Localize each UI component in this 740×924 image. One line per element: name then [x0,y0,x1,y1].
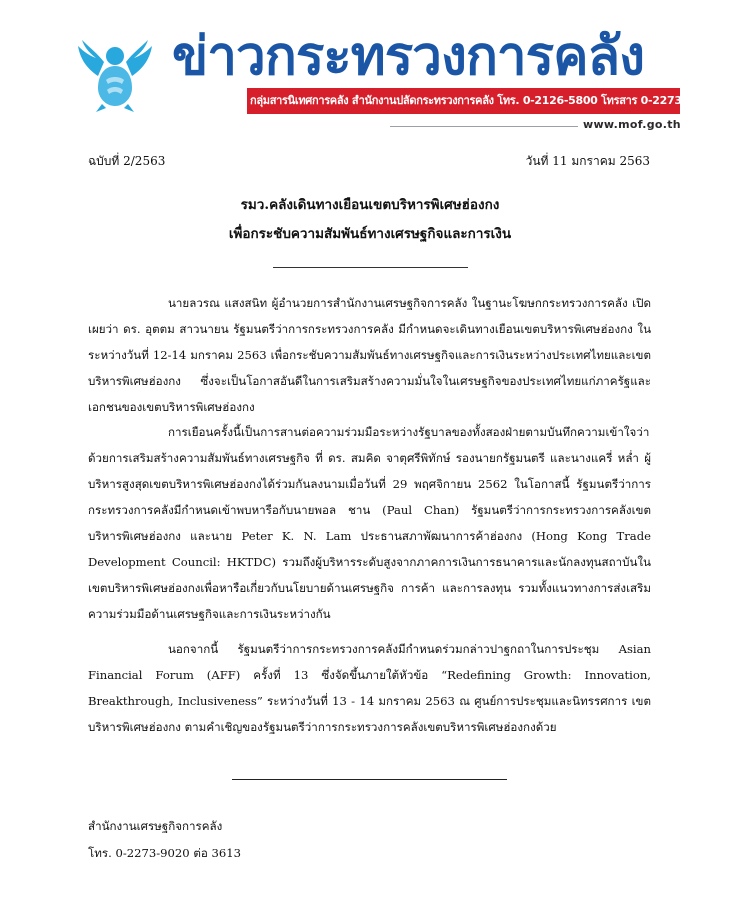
end-divider [232,779,507,780]
headline-divider [273,267,468,268]
contact-line: กลุ่มสารนิเทศการคลัง สำนักงานปลัดกระทรวงการคลัง โทร. 0-2126-5800 โทรสาร 0-2273-9763 [250,94,716,107]
garuda-emblem-icon [76,36,154,114]
url-divider [390,126,578,127]
body-paragraph-3: นอกจากนี้ รัฐมนตรีว่าการกระทรวงการคลังมีกำหนดร่วมกล่าวปาฐกถาในการประชุม Asian Financial Forum (AFF) ครั้งที่ 13 ซึ่งจัดขึ้นภายใต้หัวข้อ “Redefining Growth: Innovation, Breakthrough, Inclusiveness” ระหว่างวันที่ 13 - 14 มกราคม 2563 ณ ศูนย์การประชุมและนิทรรศการ เขตบริหารพิเศษฮ่องกง ตามคำเชิญของรัฐมนตรีว่าการกระทรวงการคลังเขตบริหารพิเศษฮ่องกงด้วย [88,642,651,734]
newsletter-title: ข่าวกระทรวงการคลัง [172,26,644,87]
footer-office: สำนักงานเศรษฐกิจการคลัง [88,819,223,833]
headline-line-1: รมว.คลังเดินทางเยือนเขตบริหารพิเศษฮ่องกง [240,197,500,213]
issue-date: วันที่ 11 มกราคม 2563 [525,154,650,168]
issue-number: ฉบับที่ 2/2563 [88,154,166,168]
body-paragraph-2: การเยือนครั้งนี้เป็นการสานต่อความร่วมมือระหว่างรัฐบาลของทั้งสองฝ่ายตามบันทึกความเข้าใจว่าด้วยการเสริมสร้างความสัมพันธ์ทางเศรษฐกิจ ที่ ดร. สมคิด จาตุศรีพิทักษ์ รองนายกรัฐมนตรี และนางแครี่ หล่ำ ผู้บริหารสูงสุดเขตบริหารพิเศษฮ่องกงได้ร่วมกันลงนามเมื่อวันที่ 29 พฤศจิกายน 2562 ในโอกาสนี้ รัฐมนตรีว่าการกระทรวงการคลังมีกำหนดเข้าพบหารือกับนายพอล ชาน (Paul Chan) รัฐมนตรีว่าการกระทรวงการคลังเขตบริหารพิเศษฮ่องกง และนาย Peter K. N. Lam ประธานสภาพัฒนาการค้าฮ่องกง (Hong Kong Trade Development Council: HKTDC) รวมถึงผู้บริหารระดับสูงจากภาคการเงินการธนาคารและนักลงทุนสถาบันในเขตบริหารพิเศษฮ่องกงเพื่อหารือเกี่ยวกับนโยบายด้านเศรษฐกิจ การค้า และการลงทุน รวมทั้งแนวทางการส่งเสริมความร่วมมือด้านเศรษฐกิจและการเงินระหว่างกัน [88,425,651,621]
website-link[interactable]: www.mof.go.th [583,118,681,131]
headline-line-2: เพื่อกระชับความสัมพันธ์ทางเศรษฐกิจและการเงิน [228,226,512,242]
body-paragraph-1: นายลวรณ แสงสนิท ผู้อำนวยการสำนักงานเศรษฐกิจการคลัง ในฐานะโฆษกกระทรวงการคลัง เปิดเผยว่า ดร. อุตตม สาวนายน รัฐมนตรีว่าการกระทรวงการคลัง มีกำหนดจะเดินทางเยือนเขตบริหารพิเศษฮ่องกง ในระหว่างวันที่ 12-14 มกราคม 2563 เพื่อกระชับความสัมพันธ์ทางเศรษฐกิจและการเงินระหว่างประเทศไทยและเขตบริหารพิเศษฮ่องกง ซึ่งจะเป็นโอกาสอันดีในการเสริมสร้างความมั่นใจในเศรษฐกิจของประเทศไทยแก่ภาครัฐและเอกชนของเขตบริหารพิเศษฮ่องกง [88,296,651,414]
footer-phone: โทร. 0-2273-9020 ต่อ 3613 [88,846,242,860]
letterhead [0,0,740,145]
